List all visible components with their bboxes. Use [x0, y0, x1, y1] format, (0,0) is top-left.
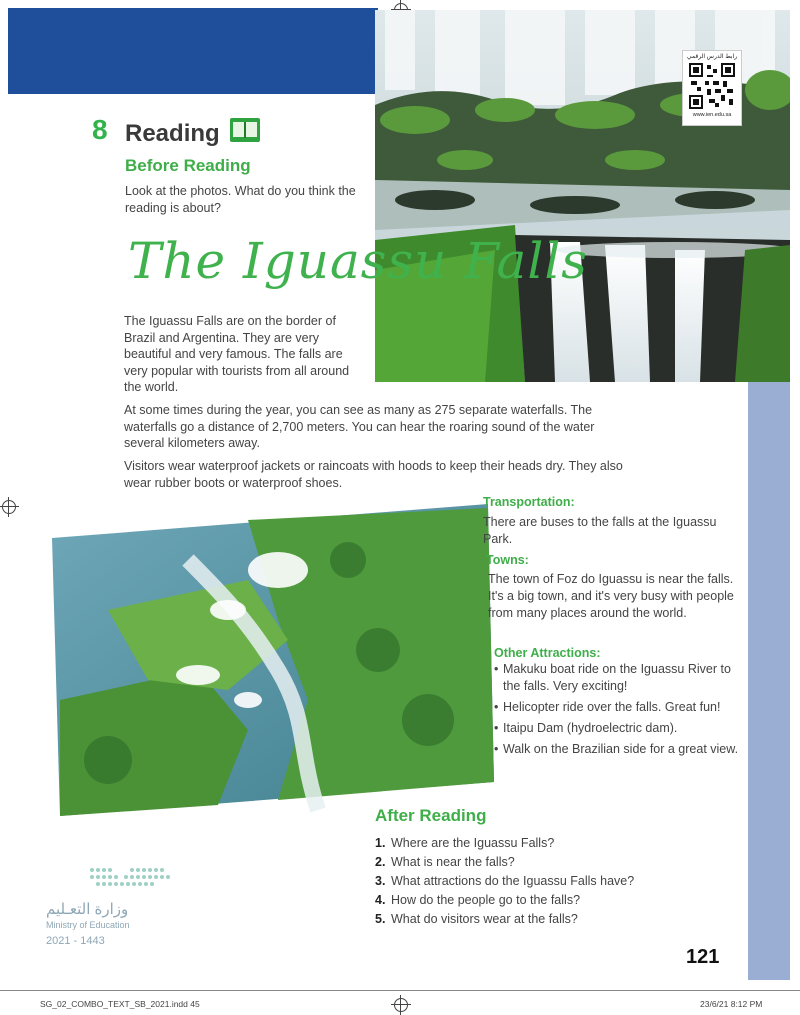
attractions-heading: Other Attractions: [494, 646, 601, 660]
question-text: What is near the falls? [391, 855, 515, 869]
ministry-arabic-name: وزارة التعـليم [46, 901, 129, 918]
book-icon [230, 118, 260, 142]
section-number: 8 [92, 114, 108, 145]
section-title: Reading [125, 120, 220, 147]
question-text: How do the people go to the falls? [391, 893, 581, 907]
list-item [375, 910, 634, 929]
ministry-english-name: Ministry of Education [46, 920, 130, 930]
list-item [375, 891, 634, 910]
qr-code-icon[interactable] [689, 63, 735, 109]
footer-date: 23/6/21 8:12 PM [700, 999, 763, 1009]
footer-file-name: SG_02_COMBO_TEXT_SB_2021.indd 45 [40, 999, 200, 1009]
before-reading-text: Look at the photos. What do you think the reading is about? [125, 184, 356, 215]
question-list [375, 834, 634, 929]
attractions-list [494, 661, 749, 762]
towns-heading: Towns: [486, 553, 529, 567]
top-color-band [8, 8, 378, 94]
list-item: • Walk on the Brazilian side for a great view. [494, 741, 749, 758]
list-item: • Helicopter ride over the falls. Great fun! [494, 699, 749, 716]
ministry-year: 2021 - 1443 [46, 935, 105, 947]
list-item: • Makuku boat ride on the Iguassu River to the falls. Very exciting! [494, 661, 749, 695]
transportation-heading: Transportation: [483, 495, 575, 509]
qr-url[interactable]: www.ien.edu.sa [692, 112, 732, 118]
paragraph: At some times during the year, you can see as many as 275 separate waterfalls. The waterfalls go a distance of 2,700 meters. You can hear the roaring sound of the water several kilometers away. [124, 403, 595, 450]
registration-mark-icon [394, 998, 408, 1012]
footer-divider [0, 990, 800, 991]
question-number: 2. [375, 855, 386, 869]
transportation-text: There are buses to the falls at the Iguassu Park. [483, 515, 717, 546]
right-color-strip [748, 380, 790, 980]
page-number: 121 [686, 946, 720, 968]
paragraph: The Iguassu Falls are on the border of Brazil and Argentina. They are very beautiful and very famous. The falls are very popular with tourists from all around the world. [124, 314, 350, 394]
question-number: 5. [375, 912, 386, 926]
question-text: What do visitors wear at the falls? [391, 912, 578, 926]
after-reading-heading: After Reading [375, 806, 487, 825]
question-number: 4. [375, 893, 386, 907]
list-item: • Itaipu Dam (hydroelectric dam). [494, 720, 749, 737]
question-text: Where are the Iguassu Falls? [391, 836, 555, 850]
question-number: 1. [375, 836, 386, 850]
paragraph: Visitors wear waterproof jackets or raincoats with hoods to keep their heads dry. They also wear rubber boots or waterproof shoes. [124, 459, 623, 490]
aerial-falls-photo [48, 500, 496, 818]
reading-title: The Iguassu Falls [128, 232, 588, 290]
qr-title: رابط الدرس الرقمي [686, 54, 738, 60]
qr-code-box[interactable] [682, 50, 742, 126]
question-number: 3. [375, 874, 386, 888]
before-reading-heading: Before Reading [125, 156, 251, 175]
list-item [375, 834, 634, 853]
list-item [375, 872, 634, 891]
registration-mark-icon [2, 500, 16, 514]
towns-text: The town of Foz do Iguassu is near the falls. It's a big town, and it's very busy with people from many places around the world. [488, 572, 734, 620]
question-text: What attractions do the Iguassu Falls have? [391, 874, 635, 888]
list-item [375, 853, 634, 872]
